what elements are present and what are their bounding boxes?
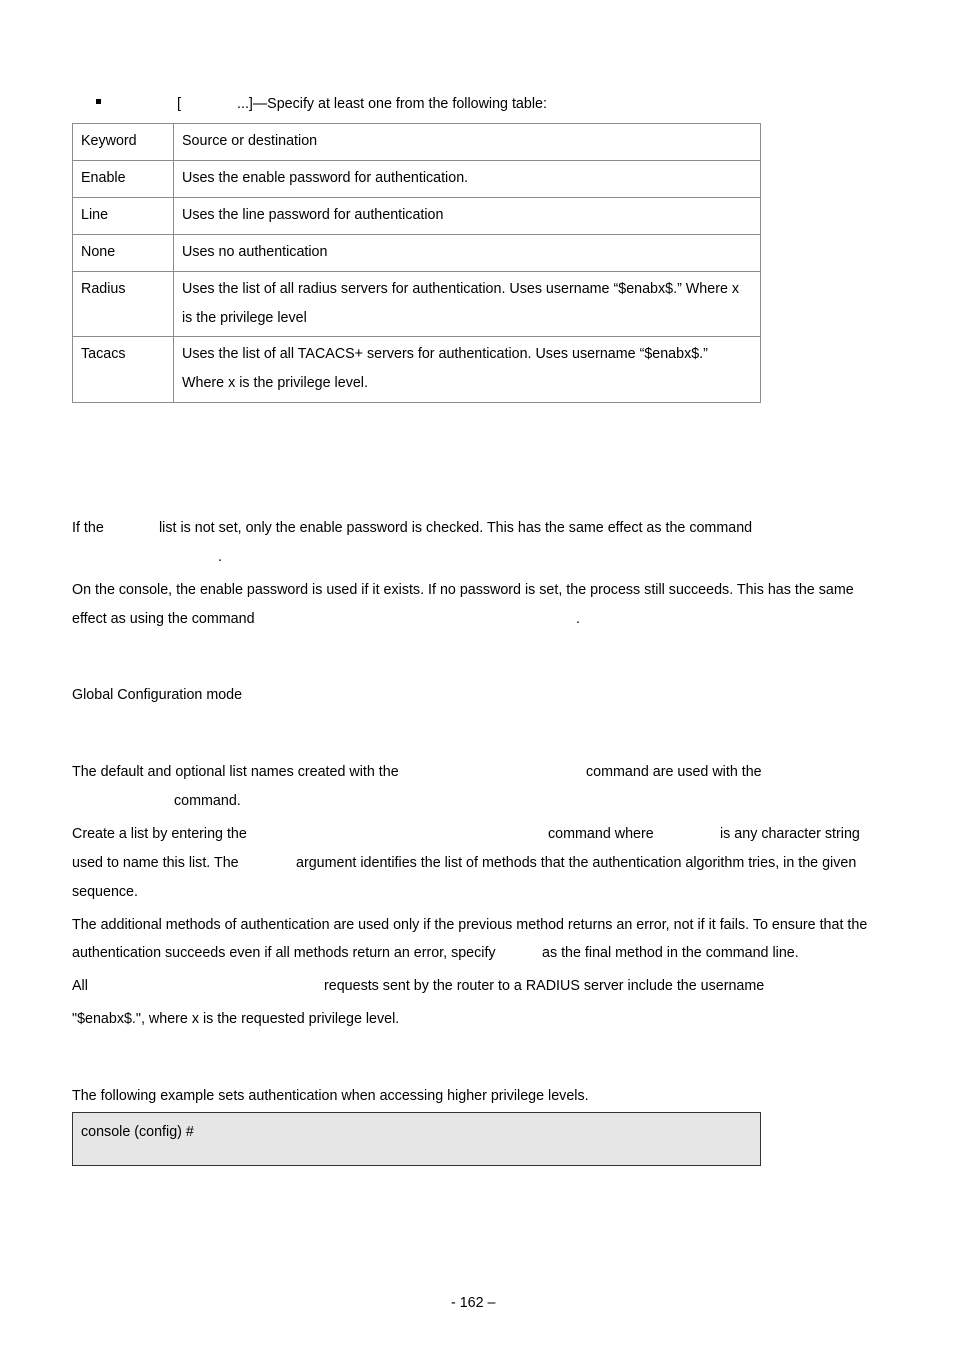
usage-text: All — [72, 978, 88, 994]
desc-line: is the privilege level — [182, 310, 307, 326]
table-header-row — [73, 124, 761, 161]
default-text: . — [218, 549, 222, 565]
table-desc-cell — [174, 337, 761, 403]
table-desc-cell — [174, 272, 761, 337]
table-keyword-cell: Enable — [73, 161, 174, 198]
default-text: On the console, the enable password is used if it exists. If no password is set, the process still succeeds. This has the same — [72, 582, 854, 598]
default-text: . — [576, 611, 580, 627]
bullet-marker — [96, 99, 101, 104]
example-code-line: console (config) # — [81, 1124, 194, 1140]
desc-line: Uses the line password for authentication — [182, 207, 444, 223]
usage-text: The default and optional list names created with the — [72, 764, 399, 780]
table-row — [73, 337, 761, 403]
usage-text: argument identifies the list of methods that the authentication algorithm tries, in the given — [296, 855, 857, 871]
table-keyword-cell: Radius — [73, 272, 174, 337]
example-intro: The following example sets authentication when accessing higher privilege levels. — [72, 1088, 589, 1104]
command-mode-text: Global Configuration mode — [72, 687, 243, 703]
table-desc-cell — [174, 198, 761, 235]
usage-text: The additional methods of authentication are used only if the previous method returns an error, not if it fails. To ensure that the — [72, 917, 868, 933]
usage-text: command where — [548, 826, 654, 842]
desc-line: Uses the list of all TACACS+ servers for authentication. Uses username “$enabx$.” — [182, 346, 708, 362]
usage-text: authentication succeeds even if all methods return an error, specify — [72, 945, 496, 961]
table-row — [73, 272, 761, 337]
example-code-box — [72, 1112, 761, 1166]
table-keyword-cell: None — [73, 235, 174, 272]
table-keyword-cell: Tacacs — [73, 337, 174, 403]
desc-line: Where x is the privilege level. — [182, 375, 368, 391]
table-row — [73, 235, 761, 272]
desc-line: Uses the enable password for authentication. — [182, 170, 469, 186]
table-header-keyword: Keyword — [73, 124, 174, 161]
desc-line: Uses the list of all radius servers for authentication. Uses username “$enabx$.” Where x — [182, 281, 740, 297]
usage-text: requests sent by the router to a RADIUS server include the username — [324, 978, 765, 994]
table-desc-cell — [174, 161, 761, 198]
usage-text: command are used with the — [586, 764, 762, 780]
table-desc-cell — [174, 235, 761, 272]
default-text: effect as using the command — [72, 611, 255, 627]
bullet-text: ...]—Specify at least one from the following table: — [237, 96, 547, 112]
usage-text: command. — [174, 793, 241, 809]
table-header-source: Source or destination — [174, 124, 761, 161]
bullet-bracket: [ — [177, 96, 181, 112]
table-keyword-cell: Line — [73, 198, 174, 235]
usage-text: is any character string — [720, 826, 860, 842]
usage-text: as the final method in the command line. — [542, 945, 799, 961]
usage-text: Create a list by entering the — [72, 826, 247, 842]
page-number: - 162 – — [451, 1295, 496, 1311]
default-text: list is not set, only the enable password is checked. This has the same effect as the command — [159, 520, 753, 536]
usage-text: used to name this list. The — [72, 855, 239, 871]
default-text: If the — [72, 520, 104, 536]
desc-line: Uses no authentication — [182, 244, 328, 260]
usage-text: "$enabx$.", where x is the requested privilege level. — [72, 1011, 400, 1027]
table-row — [73, 161, 761, 198]
usage-text: sequence. — [72, 884, 138, 900]
keyword-table — [72, 123, 761, 403]
table-row — [73, 198, 761, 235]
